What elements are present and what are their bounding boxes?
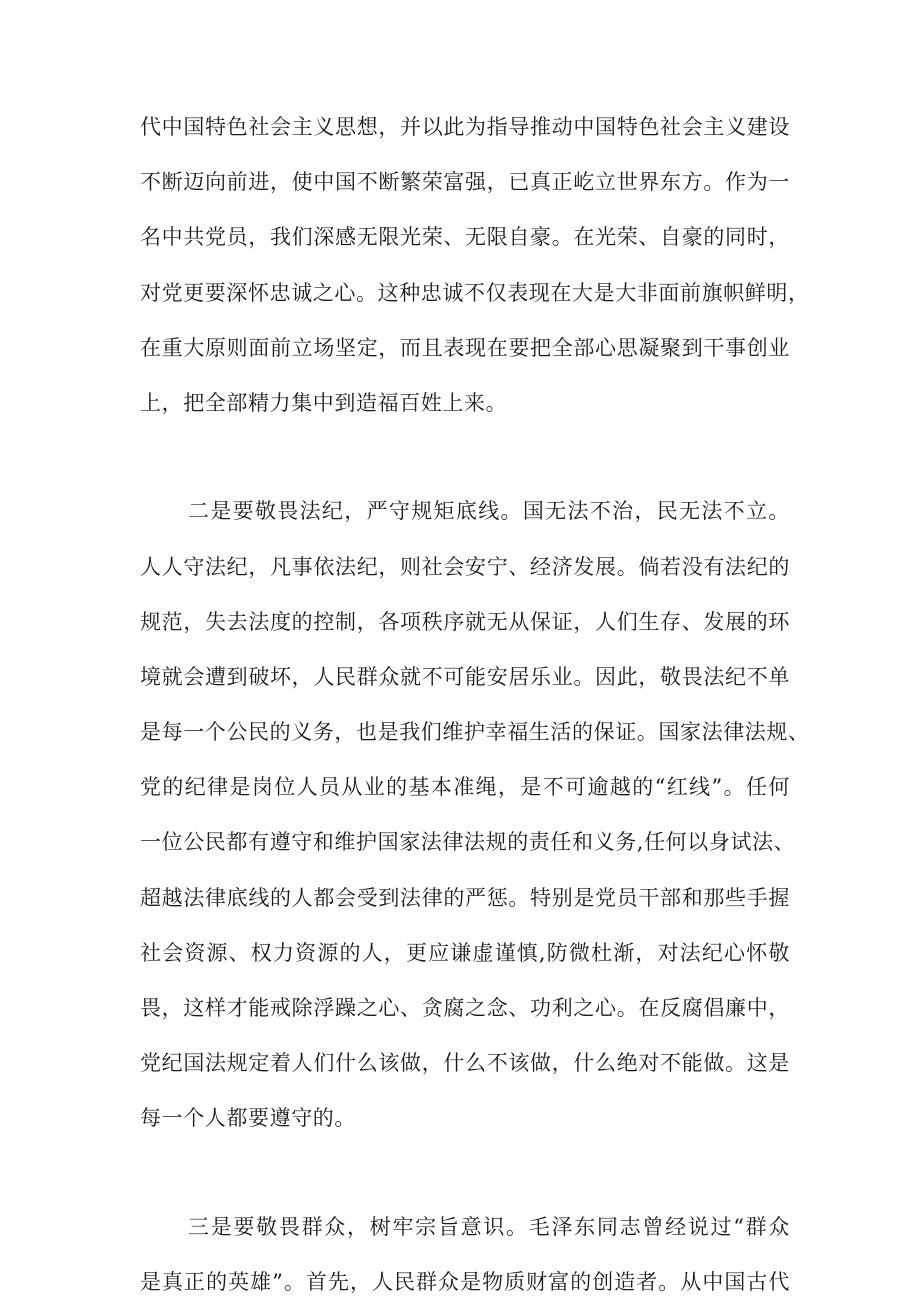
text-line: 是真正的英雄”。首先，人民群众是物质财富的创造者。从中国古代 <box>140 1270 790 1294</box>
text-line: 社会资源、权力资源的人，更应谦虚谨慎,防微杜渐，对法纪心怀敬 <box>140 940 790 965</box>
text-line: 三是要敬畏群众，树牢宗旨意识。毛泽东同志曾经说过“群众 <box>188 1214 790 1239</box>
text-line: 党的纪律是岗位人员从业的基本准绳，是不可逾越的“红线”。任何 <box>140 775 791 800</box>
text-line: 是每一个公民的义务，也是我们维护幸福生活的保证。国家法律法规、 <box>140 720 810 745</box>
text-line: 规范，失去法度的控制，各项秩序就无从保证，人们生存、发展的环 <box>140 609 790 634</box>
text-line: 对党更要深怀忠诚之心。这种忠诚不仅表现在大是大非面前旗帜鲜明， <box>140 280 810 305</box>
text-line: 畏，这样才能戒除浮躁之心、贪腐之念、功利之心。在反腐倡廉中， <box>140 995 790 1020</box>
text-line: 每一个人都要遵守的。 <box>140 1106 356 1131</box>
text-line: 超越法律底线的人都会受到法律的严惩。特别是党员干部和那些手握 <box>140 885 790 910</box>
text-line: 在重大原则面前立场坚定，而且表现在要把全部心思凝聚到干事创业 <box>140 335 790 360</box>
text-line: 代中国特色社会主义思想，并以此为指导推动中国特色社会主义建设 <box>140 115 790 139</box>
text-line: 名中共党员，我们深感无限光荣、无限自豪。在光荣、自豪的同时， <box>140 225 790 250</box>
text-line: 上，把全部精力集中到造福百姓上来。 <box>140 390 508 415</box>
text-line: 一位公民都有遵守和维护国家法律法规的责任和义务,任何以身试法、 <box>140 830 796 855</box>
text-line: 境就会遭到破坏，人民群众就不可能安居乐业。因此，敬畏法纪不单 <box>140 664 790 689</box>
text-line: 人人守法纪，凡事依法纪，则社会安宁、经济发展。倘若没有法纪的 <box>140 554 790 579</box>
text-line: 党纪国法规定着人们什么该做，什么不该做，什么绝对不能做。这是 <box>140 1051 790 1076</box>
text-line: 不断迈向前进，使中国不断繁荣富强，已真正屹立世界东方。作为一 <box>140 170 790 195</box>
text-line: 二是要敬畏法纪，严守规矩底线。国无法不治，民无法不立。 <box>188 499 790 524</box>
